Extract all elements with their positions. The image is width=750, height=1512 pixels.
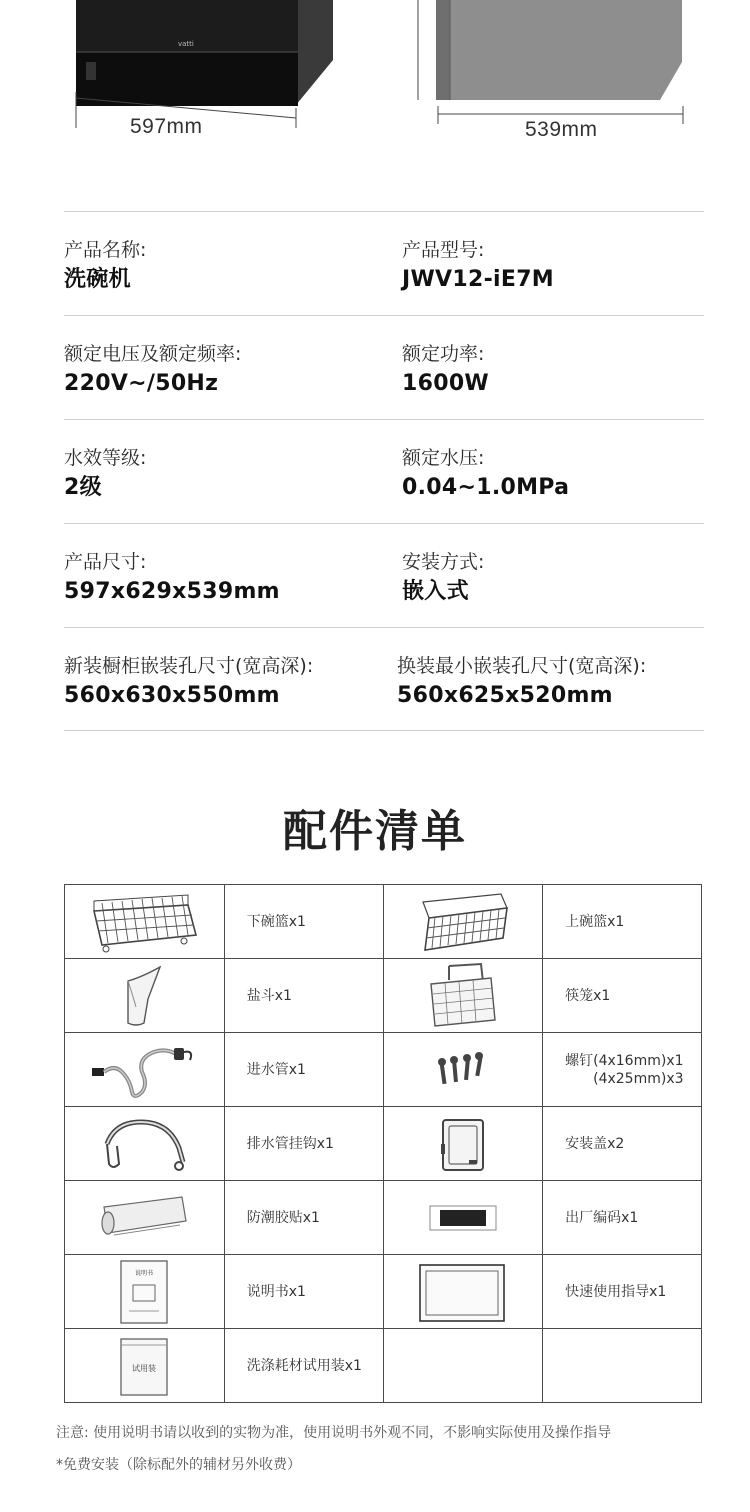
inlet-hose-icon <box>84 1038 204 1102</box>
spec-label: 水效等级: <box>64 447 147 469</box>
accessory-image-cell <box>65 1329 225 1403</box>
table-row <box>65 1033 702 1107</box>
detergent-sample-icon <box>119 1335 169 1397</box>
accessory-name: 洗涤耗材试用装x1 <box>224 1329 383 1403</box>
accessory-image-cell <box>65 1033 225 1107</box>
factory-code-icon <box>428 1203 498 1233</box>
manual-cover-text: 说明书 <box>135 1269 154 1277</box>
spec-cell <box>397 652 646 712</box>
spec-label: 产品型号: <box>402 239 485 261</box>
accessory-name <box>543 1033 702 1107</box>
table-row <box>65 1329 702 1403</box>
spec-label: 新装橱柜嵌装孔尺寸(宽高深): <box>64 655 314 677</box>
accessory-name: 排水管挂钩x1 <box>224 1107 383 1181</box>
spec-value: 220V~/50Hz <box>64 371 219 396</box>
accessory-name-line: (4x25mm)x3 <box>593 1070 684 1087</box>
cutlery-basket-icon <box>421 962 505 1030</box>
accessory-name-line: 螺钉(4x16mm)x1 <box>565 1052 684 1069</box>
accessory-name: 下碗篮x1 <box>224 885 383 959</box>
accessory-image-cell <box>383 959 543 1033</box>
spec-table <box>64 211 704 731</box>
table-row <box>65 885 702 959</box>
accessory-image-cell <box>65 885 225 959</box>
accessory-name: 防潮胶贴x1 <box>224 1181 383 1255</box>
table-row <box>65 1181 702 1255</box>
dishwasher-side-view <box>436 0 682 100</box>
accessory-image-cell <box>383 885 543 959</box>
spec-row <box>64 627 704 731</box>
accessory-image-cell-empty <box>383 1329 543 1403</box>
accessory-name: 出厂编码x1 <box>543 1181 702 1255</box>
spec-row <box>64 523 704 627</box>
spec-label: 产品尺寸: <box>64 551 147 573</box>
accessory-image-cell <box>383 1033 543 1107</box>
accessory-name: 筷笼x1 <box>543 959 702 1033</box>
dishwasher-drawings <box>0 0 750 160</box>
spec-value: 560x630x550mm <box>64 683 280 708</box>
spec-row <box>64 419 704 523</box>
manual-icon <box>119 1259 169 1325</box>
accessory-name: 安装盖x2 <box>543 1107 702 1181</box>
dishwasher-front-view <box>76 0 333 106</box>
accessory-image-cell <box>383 1255 543 1329</box>
install-cover-icon <box>433 1114 493 1174</box>
accessories-table <box>64 884 702 1403</box>
accessory-image-cell <box>65 1181 225 1255</box>
spec-cell <box>402 236 554 296</box>
screws-icon <box>433 1050 493 1090</box>
spec-cell <box>402 340 489 400</box>
spec-value: 597x629x539mm <box>64 579 280 604</box>
spec-label: 安装方式: <box>402 551 485 573</box>
accessory-name: 进水管x1 <box>224 1033 383 1107</box>
spec-value: 2级 <box>64 475 102 500</box>
accessory-name: 说明书x1 <box>224 1255 383 1329</box>
lower-basket-icon <box>88 889 200 955</box>
spec-value: 嵌入式 <box>402 579 469 604</box>
accessories-title: 配件清单 <box>283 806 467 857</box>
spec-cell <box>64 340 241 400</box>
spec-cell <box>64 236 146 296</box>
spec-cell <box>402 548 484 608</box>
accessory-name-empty <box>543 1329 702 1403</box>
spec-label: 换装最小嵌装孔尺寸(宽高深): <box>397 655 647 677</box>
accessory-image-cell <box>65 1107 225 1181</box>
product-dimension-drawings <box>0 0 750 160</box>
table-row <box>65 1255 702 1329</box>
spec-label: 额定电压及额定频率: <box>64 343 242 365</box>
moisture-tape-icon <box>96 1193 192 1243</box>
spec-row <box>64 315 704 419</box>
spec-row <box>64 211 704 315</box>
upper-basket-icon <box>413 888 513 956</box>
table-row <box>65 959 702 1033</box>
accessory-name: 盐斗x1 <box>224 959 383 1033</box>
spec-label: 额定水压: <box>402 447 485 469</box>
width-label: 597mm <box>130 115 203 138</box>
accessory-image-cell <box>383 1107 543 1181</box>
drain-hook-icon <box>99 1116 189 1172</box>
accessory-name: 上碗篮x1 <box>543 885 702 959</box>
accessory-image-cell <box>65 1255 225 1329</box>
spec-value: 1600W <box>402 371 489 396</box>
install-note: *免费安装（除标配外的辅材另外收费） <box>56 1457 301 1473</box>
accessory-image-cell <box>65 959 225 1033</box>
spec-label: 产品名称: <box>64 239 147 261</box>
sample-bag-text: 试用装 <box>132 1363 157 1373</box>
spec-value: 560x625x520mm <box>397 683 613 708</box>
accessory-name: 快速使用指导x1 <box>543 1255 702 1329</box>
spec-cell <box>64 548 280 608</box>
spec-cell <box>64 652 313 712</box>
table-row <box>65 1107 702 1181</box>
spec-cell <box>64 444 146 504</box>
spec-value: JWV12-iE7M <box>402 267 554 292</box>
salt-funnel-icon <box>114 963 174 1029</box>
accessory-image-cell <box>383 1181 543 1255</box>
spec-value: 0.04~1.0MPa <box>402 475 570 500</box>
quick-guide-icon <box>418 1261 508 1323</box>
spec-value: 洗碗机 <box>64 267 131 292</box>
spec-cell <box>402 444 569 504</box>
depth-label: 539mm <box>525 118 598 141</box>
usage-note: 注意: 使用说明书请以收到的实物为准，使用说明书外观不同，不影响实际使用及操作指导 <box>56 1425 612 1441</box>
spec-label: 额定功率: <box>402 343 485 365</box>
svg-text:vatti: vatti <box>178 40 194 48</box>
